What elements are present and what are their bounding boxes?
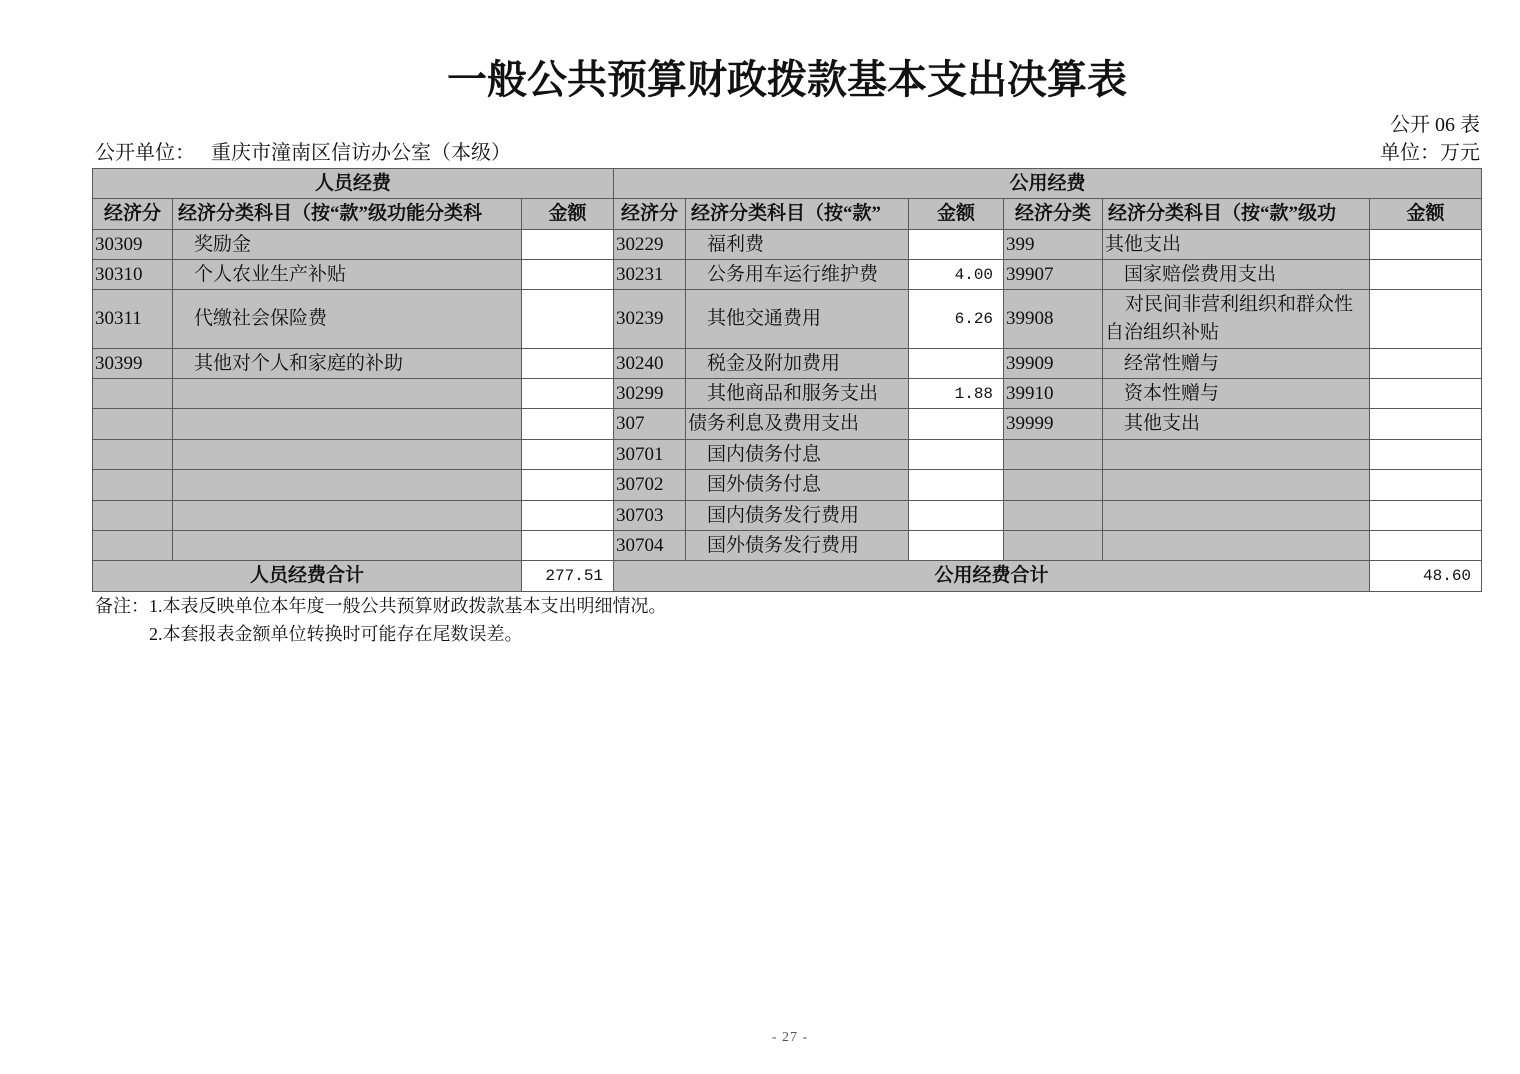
public-right-code-cell [1004,470,1103,501]
table-code-label: 公开 06 表 [1390,114,1480,136]
table-row [93,409,1482,440]
table-row [93,379,1482,409]
org-name: 重庆市潼南区信访办公室（本级） [211,142,511,164]
public-left-amount-cell: 1.88 [909,379,1004,409]
public-left-code-cell: 30229 [614,230,686,260]
personnel-item-cell [173,470,522,501]
table-row [93,440,1482,470]
public-left-item-cell: 国内债务发行费用 [686,501,909,531]
public-left-code-cell: 307 [614,409,686,440]
public-left-code-cell: 30702 [614,470,686,501]
personnel-amount-cell [522,349,614,379]
public-left-item-cell: 债务利息及费用支出 [686,409,909,440]
personnel-item-cell [173,379,522,409]
column-header-public-left-amount: 金额 [909,199,1004,230]
public-right-amount-cell [1370,260,1482,290]
public-left-item-cell: 其他商品和服务支出 [686,379,909,409]
personnel-item-cell: 代缴社会保险费 [173,290,522,349]
note-line-1 [95,592,667,620]
budget-table [92,168,1482,592]
personnel-amount-cell [522,230,614,260]
public-right-code-cell [1004,440,1103,470]
public-right-amount-cell [1370,290,1482,349]
public-expenses-header: 公用经费 [614,169,1482,199]
public-left-amount-cell [909,349,1004,379]
public-left-item-cell: 公务用车运行维护费 [686,260,909,290]
column-header-public-right-code: 经济分类 [1004,199,1103,230]
column-header-personnel-code: 经济分 [93,199,173,230]
public-left-code-cell: 30239 [614,290,686,349]
public-right-amount-cell [1370,379,1482,409]
personnel-amount-cell [522,440,614,470]
public-right-code-cell [1004,531,1103,561]
table-row [93,260,1482,290]
public-left-code-cell: 30299 [614,379,686,409]
notes [95,592,667,648]
column-header-personnel-item: 经济分类科目（按“款”级功能分类科 [173,199,522,230]
public-left-item-cell: 国外债务付息 [686,470,909,501]
public-right-item-cell [1103,440,1370,470]
public-right-amount-cell [1370,501,1482,531]
public-total-amount: 48.60 [1370,561,1482,592]
column-header-public-left-code: 经济分 [614,199,686,230]
page-number: - 27 - [771,1030,809,1045]
personnel-amount-cell [522,260,614,290]
personnel-code-cell [93,531,173,561]
personnel-total-amount: 277.51 [522,561,614,592]
personnel-expenses-header: 人员经费 [93,169,614,199]
public-left-amount-cell: 6.26 [909,290,1004,349]
personnel-item-cell: 其他对个人和家庭的补助 [173,349,522,379]
personnel-item-cell: 个人农业生产补贴 [173,260,522,290]
personnel-item-cell: 奖励金 [173,230,522,260]
table-row [93,531,1482,561]
personnel-code-cell [93,470,173,501]
public-right-amount-cell [1370,440,1482,470]
personnel-code-cell [93,440,173,470]
personnel-amount-cell [522,501,614,531]
personnel-amount-cell [522,470,614,501]
public-left-code-cell: 30703 [614,501,686,531]
public-right-amount-cell [1370,349,1482,379]
personnel-code-cell: 30310 [93,260,173,290]
public-left-amount-cell [909,531,1004,561]
column-header-public-left-item: 经济分类科目（按“款” [686,199,909,230]
public-left-amount-cell [909,501,1004,531]
personnel-item-cell [173,501,522,531]
public-right-code-cell: 39999 [1004,409,1103,440]
public-right-amount-cell [1370,230,1482,260]
public-left-item-cell: 国外债务发行费用 [686,531,909,561]
public-right-item-cell: 经常性赠与 [1103,349,1370,379]
personnel-total-label: 人员经费合计 [93,561,522,592]
page-title: 一般公共预算财政拨款基本支出决算表 [447,57,1127,102]
personnel-amount-cell [522,531,614,561]
public-right-amount-cell [1370,409,1482,440]
note-item: 2.本套报表金额单位转换时可能存在尾数误差。 [149,624,523,644]
org-line [95,140,511,166]
personnel-code-cell [93,379,173,409]
personnel-code-cell: 30309 [93,230,173,260]
table-row [93,290,1482,349]
personnel-amount-cell [522,409,614,440]
notes-prefix: 备注： [95,596,149,616]
column-header-public-right-item: 经济分类科目（按“款”级功 [1103,199,1370,230]
personnel-item-cell [173,531,522,561]
public-right-item-cell: 其他支出 [1103,409,1370,440]
public-right-amount-cell [1370,470,1482,501]
public-left-code-cell: 30240 [614,349,686,379]
personnel-item-cell [173,440,522,470]
public-right-item-cell: 对民间非营利组织和群众性自治组织补贴 [1103,290,1370,349]
column-header-row [93,199,1482,230]
note-item: 1.本表反映单位本年度一般公共预算财政拨款基本支出明细情况。 [149,596,667,616]
table-row [93,349,1482,379]
public-right-item-cell [1103,531,1370,561]
public-left-amount-cell: 4.00 [909,260,1004,290]
public-right-code-cell: 39910 [1004,379,1103,409]
public-right-amount-cell [1370,531,1482,561]
public-left-item-cell: 税金及附加费用 [686,349,909,379]
personnel-code-cell: 30399 [93,349,173,379]
public-right-item-cell [1103,470,1370,501]
public-left-amount-cell [909,230,1004,260]
table-row [93,230,1482,260]
public-left-item-cell: 其他交通费用 [686,290,909,349]
personnel-amount-cell [522,290,614,349]
public-left-item-cell: 福利费 [686,230,909,260]
table-row [93,501,1482,531]
public-left-code-cell: 30231 [614,260,686,290]
personnel-item-cell [173,409,522,440]
public-right-item-cell: 其他支出 [1103,230,1370,260]
public-right-code-cell: 39909 [1004,349,1103,379]
totals-row [93,561,1482,592]
public-right-item-cell: 资本性赠与 [1103,379,1370,409]
public-right-code-cell: 39908 [1004,290,1103,349]
public-total-label: 公用经费合计 [614,561,1370,592]
column-header-public-right-amount: 金额 [1370,199,1482,230]
unit-label: 单位：万元 [1380,142,1480,164]
public-right-item-cell [1103,501,1370,531]
public-right-item-cell: 国家赔偿费用支出 [1103,260,1370,290]
public-left-item-cell: 国内债务付息 [686,440,909,470]
personnel-code-cell: 30311 [93,290,173,349]
public-left-amount-cell [909,409,1004,440]
table-row [93,470,1482,501]
public-left-amount-cell [909,440,1004,470]
public-left-amount-cell [909,470,1004,501]
public-left-code-cell: 30704 [614,531,686,561]
public-right-code-cell: 39907 [1004,260,1103,290]
personnel-code-cell [93,409,173,440]
org-label: 公开单位： [95,142,195,164]
personnel-amount-cell [522,379,614,409]
public-left-code-cell: 30701 [614,440,686,470]
public-right-code-cell: 399 [1004,230,1103,260]
column-header-personnel-amount: 金额 [522,199,614,230]
group-header-row [93,169,1482,199]
personnel-code-cell [93,501,173,531]
public-right-code-cell [1004,501,1103,531]
